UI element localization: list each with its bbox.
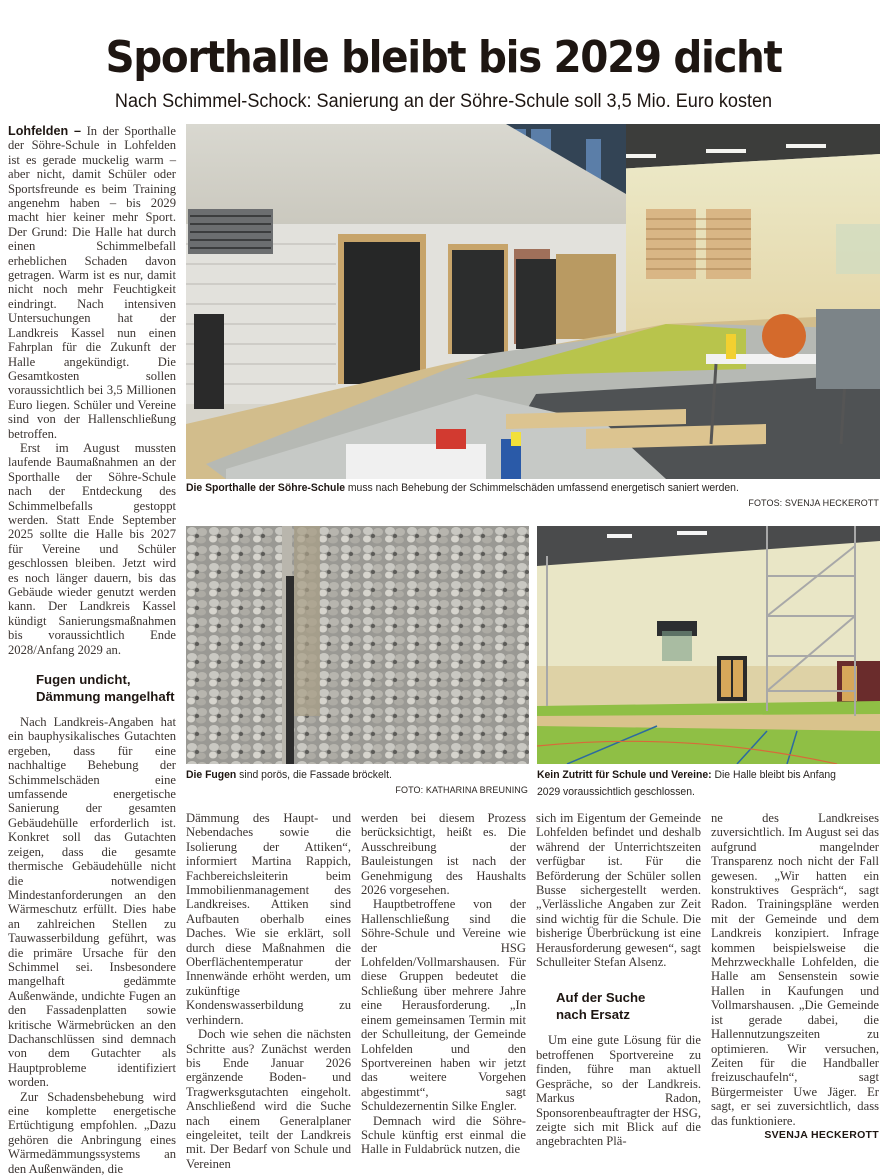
paragraph: sich im Eigentum der Gemeinde Lohfelden befindet und deshalb während der Unterrichtszeiten verfügbar ist. Für die Beförderung der Schüler sollen Busse sichergestellt werden. „Verlässliche Angaben zur Zeit sind wichtig für die Schule. Die bisherige Überbrückung ist eine Herausforderung gewesen“, sagt Schulleiter Stefan Alsenz. [536, 811, 701, 970]
caption-halle [537, 768, 836, 799]
paragraph: Doch wie sehen die nächsten Schritte aus? Zunächst werden bis Ende Januar 2026 ergänzende Boden- und Tragwerksgutachten eingeholt. Anschließend wird die Suche nach einem Generalplaner eingeleitet, teilt der Landkreis mit. Der Bedarf von Schule und Vereinen [186, 1027, 351, 1171]
article-column-2 [186, 811, 351, 1171]
headline: Sporthalle bleibt bis 2029 dicht [105, 32, 782, 83]
paragraph: Demnach wird die Söhre-Schule künftig erst einmal die Halle in Fuldabrück nutzen, die [361, 1113, 526, 1157]
photo-credit-fassade: FOTO: KATHARINA BREUNING [395, 785, 528, 795]
fassade-image [186, 526, 529, 764]
caption-bold: Die Sporthalle der Söhre-Schule [186, 482, 346, 494]
article-column-3 [361, 811, 526, 1157]
caption-bold: Kein Zutritt für Schule und Vereine: [537, 769, 712, 781]
subtitle-line: Auf der Suche [556, 990, 646, 1006]
paragraph: Hauptbetroffene von der Hallenschließung sind die Söhre-Schule und Vereine wie der HSG Lohfelden/Vollmarshausen. Für diese Gruppen bedeutet die Schließung über mehrere Jahre eine Herausforderung. „In einem gemeinsamen Termin mit der Schulleitung, der Gemeinde Lohfelden und den Sportvereinen haben wir jetzt das weitere Vorgehen abgestimmt“, sagt Schuldezernentin Silke Engler. [361, 897, 526, 1114]
paragraph: ne des Landkreises zuversichtlich. Im August sei das aufgrund mangelnder Transparenz noch nicht der Fall gewesen. „Wir hatten ein konstruktives Gespräch“, sagt Radon. Trainingspläne werden mit der Gemeinde und dem Landkreis konzipiert. Infrage kommen beispielsweise die Mehrzweckhalle Lohfelden, die Halle am Sensenstein sowie Hallen in Kaufungen und Vollmarshausen. „Die Gemeinde ist gerade dabei, die Hallennutzungszeiten zu optimieren. Wir versuchen, Zeiten für die Handballer freizuschaufeln“, sagt Bürgermeister Uwe Jäger. Er sagt, er sei zuversichtlich, dass das funktioniere. [711, 811, 879, 1128]
caption-text: Die Halle bleibt bis Anfang [711, 769, 836, 781]
subtitle-line: Dämmung mangelhaft [36, 689, 175, 705]
caption-text: muss nach Behebung der Schimmelschäden umfassend energetisch saniert werden. [345, 482, 739, 494]
paragraph: Nach Landkreis-Angaben hat ein bauphysikalisches Gutachten ergeben, dass für eine nachhaltige Behebung der Schimmelschäden eine umfassende energetische Sanierung der gesamten Gebäudehülle erforderlich ist. Konkret soll das Gutachten zeigen, dass die gesamte thermische Gebäudehülle nicht die notwendigen Mindestanforderungen an den Wärmeschutz erfüllt. Dies habe an zahlreichen Stellen zu Tauwasserbildung geführt, was die primäre Ursache für den Schimmel sei. Insbesondere mangelhaft gedämmte Außenwände, undichte Fugen an den Fassadenplatten sowie kritische Wärmebrücken an den Dachanschlüssen sind demnach von dem Gutachter als Hauptprobleme identifiziert worden. [8, 715, 176, 1090]
subtitle-suche [556, 989, 701, 1023]
article-column-5 [711, 811, 879, 1142]
caption-bold: Die Fugen [186, 769, 237, 781]
paragraph: Erst im August mussten laufende Baumaßnahmen an der Sporthalle der Söhre-Schule nach der Entdeckung des Schimmelbefalls gestoppt werden. Statt Ende September 2025 sollte die Halle bis 2027 für Vereine und Schüler geschlossen bleiben. Jetzt wird es noch länger dauern, bis das Gebäude wieder genutzt werden kann. Der Landkreis Kassel kündigt Sanierungsmaßnahmen bis voraussichtlich Ende 2028/Anfang 2029 an. [8, 440, 176, 657]
halle-image [537, 526, 880, 764]
paragraph: Dämmung des Haupt- und Nebendaches sowie die Isolierung der Attiken“, informiert Martina Rappich, Fachbereichsleiterin beim Immobilienmanagement des Landkreises. Attiken sind Aufbauten oberhalb eines Daches. Wie sie erklärt, soll durch diese Maßnahmen die Oberflächentemperatur der Innenwände erhöht werden, um zukünftige Kondenswasserbildung zu verhindern. [186, 811, 351, 1027]
caption-fassade [186, 768, 392, 782]
paragraph: Zur Schadensbehebung wird eine komplette energetische Ertüchtigung empfohlen. „Dazu gehören die Anbringung eines Wärmedämmungssystems an den Außenwänden, die [8, 1089, 176, 1176]
photo-halle [537, 526, 880, 764]
subheadline: Nach Schimmel-Schock: Sanierung an der Söhre-Schule soll 3,5 Mio. Euro kosten [114, 91, 773, 112]
paragraph: Um eine gute Lösung für die betroffenen Sportvereine zu finden, führe man aktuell Gespräche, so der Landkreis. Markus Radon, Sponsorenbeauftragter der HSG, zeigte sich mit Blick auf die angebrachten Plä- [536, 1033, 701, 1149]
article-column-1 [8, 124, 176, 1176]
sporthalle-image [186, 124, 880, 479]
photo-fassade [186, 526, 529, 764]
caption-text: 2029 voraussichtlich geschlossen. [537, 786, 695, 798]
author: SVENJA HECKEROTT [764, 1128, 879, 1141]
caption-sporthalle [186, 481, 739, 495]
paragraph: In der Sporthalle der Söhre-Schule in Lohfelden ist es gerade muckelig warm – aber nicht, damit Schüler oder Sportsfreunde es beim Training angenehm haben – bis 2029 macht hier keiner mehr Sport. Der Grund: Die Halle hat durch einen Schimmelbefall erheblichen Schaden davon getragen. Warm ist es nur, damit nicht noch mehr Feuchtigkeit eindringt. Nach intensiven Untersuchungen hat der Landkreis Kassel nun einen Fahrplan für die Zukunft der Halle angekündigt. Die Gesamtkosten sollen voraussichtlich bei 3,5 Millionen Euro liegen. Schüler und Vereine sind von der Hallenschließung betroffen. [8, 124, 177, 441]
paragraph: werden bei diesem Prozess berücksichtigt, heißt es. Die Ausschreibung der Bauleistungen ist nach der Genehmigung des Haushalts 2026 vorgesehen. [361, 811, 526, 898]
subtitle-fugen [36, 671, 176, 705]
article-column-4 [536, 811, 701, 1149]
photo-sporthalle [186, 124, 880, 479]
subtitle-line: Fugen undicht, [36, 672, 131, 688]
dateline: Lohfelden – [8, 124, 82, 138]
caption-text: sind porös, die Fassade bröckelt. [236, 769, 392, 781]
photo-credit-main: FOTOS: SVENJA HECKEROTT [748, 498, 879, 508]
subtitle-line: nach Ersatz [556, 1007, 631, 1023]
